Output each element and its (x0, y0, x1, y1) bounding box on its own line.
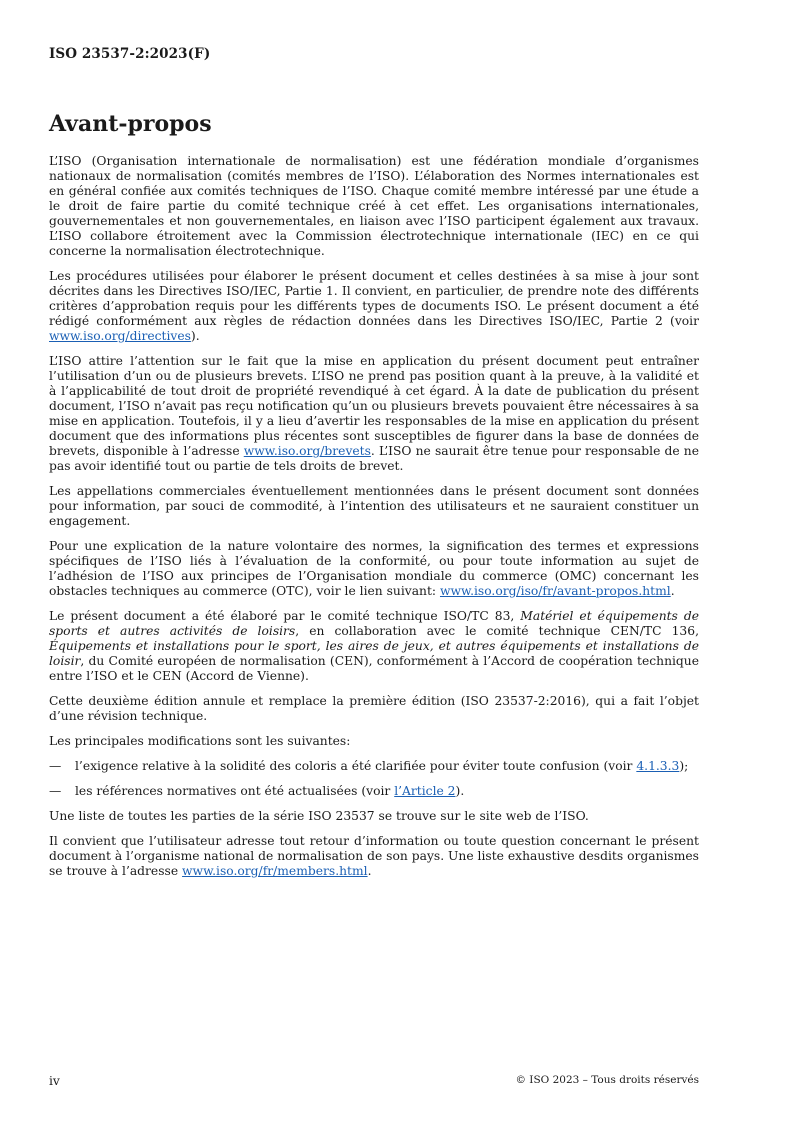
text: , du Comité européen de normalisation (CEN), conformément à l’Accord de coopération technique entre l’ISO et le CEN (Accord de Vienne). (49, 654, 699, 683)
text: . (670, 584, 675, 598)
paragraph-iso-intro: L’ISO (Organisation internationale de normalisation) est une fédération mondiale d’organismes nationaux de normalisation (comités membres de l’ISO). L’élaboration des Normes internationales est en général confiée aux comités techniques de l’ISO. Chaque comité membre intéressé par une étude a le droit de faire partie du comité technique créé à cet effet. Les organisations internationales, gouvernementales et non gouvernementales, en liaison avec l’ISO participent également aux travaux. L’ISO collabore étroitement avec la Commission électrotechnique internationale (IEC) en ce qui concerne la normalisation électrotechnique. (49, 154, 699, 258)
page-number: iv (49, 1074, 60, 1088)
patents-link[interactable]: www.iso.org/brevets (243, 444, 371, 458)
text: . (367, 864, 372, 878)
text: , en collaboration avec le comité technique CEN/TC 136, (295, 624, 699, 638)
paragraph-voluntary-nature (49, 539, 699, 599)
list-item (49, 759, 699, 774)
paragraph-feedback (49, 834, 699, 879)
directives-link[interactable]: www.iso.org/directives (49, 329, 191, 343)
document-id: ISO 23537-2:2023(F) (49, 46, 211, 62)
clause-link[interactable]: 4.1.3.3 (636, 759, 680, 773)
paragraph-edition: Cette deuxième édition annule et remplace la première édition (ISO 23537-2:2016), qui a fait l’objet d’une révision technique. (49, 694, 699, 723)
text: l’exigence relative à la solidité des coloris a été clarifiée pour éviter toute confusion (voir (75, 759, 637, 773)
text: Pour une explication de la nature volontaire des normes, la signification des termes et expressions spécifiques de l’ISO liés à l’évaluation de la conformité, ou pour toute information au sujet de l’adhésion de l’ISO aux principes de l’Organisation mondiale du commerce (OMC) concernant les obstacles techniques au commerce (OTC), voir le lien suivant: (49, 539, 699, 598)
committee-cen-title: Équipements et installations pour le sport, les aires de jeux, et autres équipements et installations de loisir (49, 639, 699, 668)
text: ); (679, 759, 689, 773)
paragraph-patents (49, 354, 699, 474)
page-title: Avant-propos (49, 111, 212, 137)
text: ). (455, 784, 465, 798)
copyright-notice: © ISO 2023 – Tous droits réservés (515, 1074, 699, 1086)
text: Il convient que l’utilisateur adresse tout retour d’information ou toute question concernant le présent document à l’organisme national de normalisation de son pays. Une liste exhaustive desdits organismes se trouve à l’adresse (49, 834, 699, 878)
list-item-text (75, 784, 464, 799)
list-dash: — (49, 759, 62, 773)
text: Les procédures utilisées pour élaborer le présent document et celles destinées à sa mise à jour sont décrites dans les Directives ISO/IEC, Partie 1. Il convient, en particulier, de prendre note des différents critères d’approbation requis pour les différents types de documents ISO. Le présent document a été rédigé conformément aux règles de rédaction données dans les Directives ISO/IEC, Partie 2 (voir (49, 269, 699, 328)
list-item (49, 784, 699, 799)
list-dash: — (49, 784, 62, 798)
text: ). (190, 329, 200, 343)
text: Le présent document a été élaboré par le comité technique ISO/TC 83, (49, 609, 521, 623)
article-link[interactable]: l’Article 2 (394, 784, 456, 798)
paragraph-series-list: Une liste de toutes les parties de la série ISO 23537 se trouve sur le site web de l’ISO. (49, 809, 589, 823)
text: les références normatives ont été actualisées (voir (75, 784, 395, 798)
members-link[interactable]: www.iso.org/fr/members.html (182, 864, 368, 878)
paragraph-procedures (49, 269, 699, 344)
document-body (49, 154, 699, 889)
list-item-text (75, 759, 688, 774)
paragraph-committee (49, 609, 699, 684)
text: L’ISO attire l’attention sur le fait que la mise en application du présent document peut entraîner l’utilisation d’un ou de plusieurs brevets. L’ISO ne prend pas position quant à la preuve, à la validité et à l’applicabilité de tout droit de propriété revendiqué à cet égard. À la date de publication du présent document, l’ISO n’avait pas reçu notification qu’un ou plusieurs brevets pouvaient être nécessaires à sa mise en application. Toutefois, il y a lieu d’avertir les responsables de la mise en application du présent document que des informations plus récentes sont susceptibles de figurer dans la base de données de brevets, disponible à l’adresse (49, 354, 699, 458)
text: . L’ISO ne saurait être tenue pour responsable de ne pas avoir identifié tout ou partie de tels droits de brevet. (49, 444, 699, 473)
paragraph-trade-names: Les appellations commerciales éventuellement mentionnées dans le présent document sont données pour information, par souci de commodité, à l’intention des utilisateurs et ne sauraient constituer un engagement. (49, 484, 699, 528)
foreword-link[interactable]: www.iso.org/iso/fr/avant-propos.html (439, 584, 671, 598)
committee-iso-title: Matériel et équipements de sports et autres activités de loisirs (49, 609, 699, 638)
paragraph-changes-intro: Les principales modifications sont les suivantes: (49, 734, 351, 748)
